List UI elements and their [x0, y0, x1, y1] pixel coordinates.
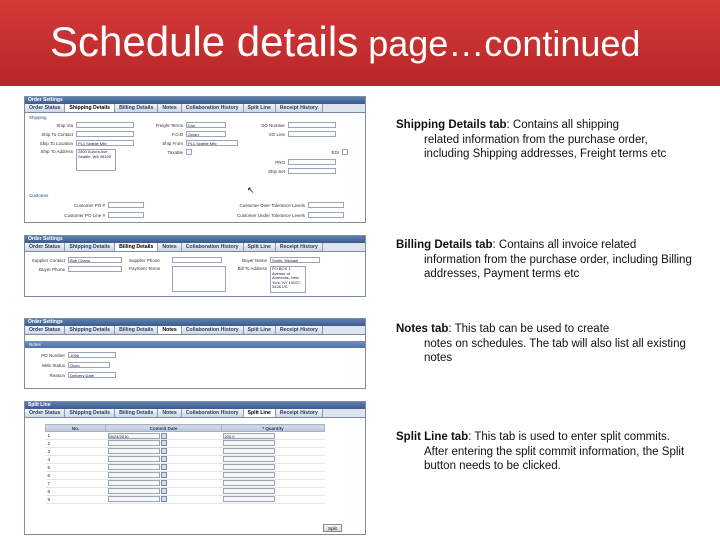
over-tolerance-label: Customer Over Tolerance Levels: [239, 202, 305, 208]
quantity-field[interactable]: [223, 480, 275, 486]
reason-label: Reason: [49, 372, 65, 378]
table-row: [46, 448, 325, 456]
commit-date-field[interactable]: [108, 464, 160, 470]
commit-date-cell: [106, 440, 222, 448]
description-text: : Contains all shipping: [506, 119, 620, 131]
description-text: : Contains all invoice related: [492, 239, 637, 251]
tab-collaboration-history[interactable]: Collaboration History: [182, 104, 244, 112]
notes-strip-label: Notes: [29, 342, 41, 347]
split-line-form: [25, 418, 365, 534]
quantity-cell: [221, 440, 324, 448]
ship-to-address-label: Ship To Address: [40, 149, 73, 154]
tab-receipt-history[interactable]: Receipt History: [276, 104, 323, 112]
ship-set-field[interactable]: [288, 168, 336, 174]
table-row: [46, 472, 325, 480]
table-row: [46, 440, 325, 448]
billing-details-screenshot: [24, 235, 366, 297]
fob-field[interactable]: Origin: [186, 131, 226, 137]
quantity-cell: [221, 472, 324, 480]
commit-date-field[interactable]: 09/24/2010: [108, 433, 160, 439]
title-rest: page…continued: [358, 23, 641, 64]
panel-header: Split Line: [25, 402, 365, 409]
calendar-icon[interactable]: [161, 433, 167, 439]
payment-terms-label: Payment Terms: [129, 266, 161, 271]
shipping-details-screenshot: [24, 96, 366, 223]
tab-bar: [25, 104, 365, 113]
tab-shipping-details[interactable]: Shipping Details: [65, 243, 115, 251]
split-line-screenshot: [24, 401, 366, 535]
col-quantity-header: * Quantity: [221, 425, 324, 432]
tab-billing-details[interactable]: Billing Details: [115, 104, 158, 112]
billing-form: [25, 252, 365, 296]
tab-notes[interactable]: Notes: [158, 409, 181, 417]
row-number: 4: [46, 456, 106, 464]
table-row: [46, 480, 325, 488]
table-row: [46, 496, 325, 504]
under-tolerance-field[interactable]: [308, 212, 344, 218]
description-keyword: Billing Details tab: [396, 239, 493, 251]
tab-split-line[interactable]: Split Line: [244, 409, 276, 417]
ship-to-contact-label: Ship To Contact: [41, 131, 73, 137]
calendar-icon[interactable]: [161, 464, 167, 470]
quantity-field[interactable]: [223, 496, 275, 502]
buyer-phone-field[interactable]: [68, 266, 122, 272]
commit-date-cell: [106, 432, 222, 440]
edi-label: EDI: [331, 149, 339, 155]
description-split-line: [396, 430, 696, 474]
split-rows: [46, 432, 325, 504]
quantity-cell: [221, 432, 324, 440]
tab-split-line[interactable]: Split Line: [244, 243, 276, 251]
row-number: 6: [46, 472, 106, 480]
calendar-icon[interactable]: [161, 488, 167, 494]
row-number: 3: [46, 448, 106, 456]
so-number-label: SO Number: [261, 122, 285, 128]
taxable-label: Taxable: [167, 149, 183, 155]
commit-date-field[interactable]: [108, 488, 160, 494]
so-line-label: SO Line: [268, 131, 285, 137]
row-number: 1: [46, 432, 106, 440]
description-billing: [396, 238, 696, 282]
commit-date-field[interactable]: [108, 448, 160, 454]
supplier-phone-label: Supplier Phone: [129, 257, 160, 263]
ship-set-label: Ship Set: [267, 168, 285, 174]
description-rest: related information from the purchase order, including Shipping addresses, Freight terms etc: [424, 133, 667, 161]
ship-to-location-label: Ship To Location: [39, 140, 73, 146]
reason-select[interactable]: Delivery Date: [68, 372, 116, 378]
col-commit-date-header: Commit Date: [106, 425, 222, 432]
commit-date-field[interactable]: [108, 456, 160, 462]
tab-shipping-details[interactable]: Shipping Details: [65, 326, 115, 334]
tab-order-status[interactable]: Order Status: [25, 243, 65, 251]
description-text: : This tab can be used to create: [448, 323, 610, 335]
tab-collaboration-history[interactable]: Collaboration History: [182, 243, 244, 251]
quantity-field[interactable]: [223, 440, 275, 446]
calendar-icon[interactable]: [161, 496, 167, 502]
tab-split-line[interactable]: Split Line: [244, 104, 276, 112]
web-status-select[interactable]: Open: [68, 362, 110, 368]
panel-header: Order Settings: [25, 97, 365, 104]
tab-notes[interactable]: Notes: [158, 243, 181, 251]
commit-date-cell: [106, 496, 222, 504]
edi-checkbox[interactable]: [342, 149, 348, 155]
quantity-field[interactable]: 200.0: [223, 433, 275, 439]
quantity-cell: [221, 456, 324, 464]
freight-terms-label: Freight Terms: [155, 122, 183, 128]
tab-bar: [25, 409, 365, 418]
tab-billing-details[interactable]: Billing Details: [115, 243, 158, 251]
buyer-phone-label: Buyer Phone: [38, 266, 65, 272]
description-text: : This tab is used to enter split commits.: [468, 431, 670, 443]
section-shipping-label: Shipping: [29, 115, 47, 120]
commit-date-field[interactable]: [108, 496, 160, 502]
calendar-icon[interactable]: [161, 480, 167, 486]
tab-collaboration-history[interactable]: Collaboration History: [182, 326, 244, 334]
commit-date-field[interactable]: [108, 472, 160, 478]
ship-from-field[interactable]: PL1 Seattle Mfg: [186, 140, 238, 146]
quantity-field[interactable]: [223, 472, 275, 478]
description-keyword: Shipping Details tab: [396, 119, 507, 131]
commit-date-cell: [106, 448, 222, 456]
row-number: 5: [46, 464, 106, 472]
quantity-cell: [221, 480, 324, 488]
description-shipping: [396, 118, 696, 162]
description-rest: After entering the split commit information, the Split button needs to be clicked.: [424, 445, 685, 473]
ship-to-location-field[interactable]: PL1 Seattle Mfg: [76, 140, 134, 146]
notes-screenshot: [24, 318, 366, 389]
ship-to-contact-field[interactable]: [76, 131, 134, 137]
description-keyword: Notes tab: [396, 323, 449, 335]
tab-bar: [25, 326, 365, 335]
buyer-name-field[interactable]: Smith, Michael: [270, 257, 320, 263]
tab-shipping-details[interactable]: Shipping Details: [65, 104, 115, 112]
panel-header: Order Settings: [25, 236, 365, 243]
quantity-cell: [221, 464, 324, 472]
commit-date-field[interactable]: [108, 440, 160, 446]
under-tolerance-label: Customer Under Tolerance Levels: [237, 212, 305, 218]
pro-label: PRO: [275, 159, 285, 165]
tab-order-status[interactable]: Order Status: [25, 409, 65, 417]
customer-po-label: Customer PO #: [73, 202, 105, 208]
quantity-field[interactable]: [223, 488, 275, 494]
table-row: [46, 488, 325, 496]
tab-order-status[interactable]: Order Status: [25, 326, 65, 334]
payment-terms-field[interactable]: [172, 266, 226, 292]
so-number-field[interactable]: [288, 122, 336, 128]
tab-bar: [25, 243, 365, 252]
calendar-icon[interactable]: [161, 456, 167, 462]
description-notes: [396, 322, 696, 366]
customer-po-line-field[interactable]: [108, 212, 144, 218]
supplier-phone-field[interactable]: [172, 257, 222, 263]
commit-date-cell: [106, 480, 222, 488]
so-line-field[interactable]: [288, 131, 336, 137]
supplier-contact-label: Supplier Contact: [31, 257, 65, 263]
quantity-cell: [221, 448, 324, 456]
commit-date-cell: [106, 472, 222, 480]
supplier-contact-field[interactable]: Bob Chang: [68, 257, 122, 263]
table-row: [46, 432, 325, 440]
description-rest: information from the purchase order, including Billing addresses, Payment terms etc: [424, 253, 692, 281]
description-rest: notes on schedules. The tab will also list all existing notes: [424, 337, 686, 365]
table-row: [46, 456, 325, 464]
panel-header: Order Settings: [25, 319, 365, 326]
web-status-label: Web Status: [41, 362, 65, 368]
tab-receipt-history[interactable]: Receipt History: [276, 243, 323, 251]
commit-date-cell: [106, 464, 222, 472]
table-row: [46, 464, 325, 472]
quantity-cell: [221, 496, 324, 504]
customer-po-line-label: Customer PO Line #: [64, 212, 105, 218]
quantity-field[interactable]: [223, 464, 275, 470]
calendar-icon[interactable]: [161, 448, 167, 454]
col-no-header: No.: [46, 425, 106, 432]
po-number-label: PO Number: [41, 352, 65, 358]
tab-notes[interactable]: Notes: [158, 104, 181, 112]
taxable-checkbox[interactable]: [186, 149, 192, 155]
quantity-field[interactable]: [223, 448, 275, 454]
split-table: [45, 424, 325, 504]
over-tolerance-field[interactable]: [308, 202, 344, 208]
commit-date-cell: [106, 456, 222, 464]
ship-via-label: Ship Via: [56, 122, 73, 128]
tab-notes[interactable]: Notes: [158, 326, 181, 334]
slide-title: [50, 18, 640, 66]
commit-date-cell: [106, 488, 222, 496]
shipping-form: [25, 113, 365, 222]
bill-to-address-label: Bill To Address: [237, 266, 267, 271]
row-number: 9: [46, 496, 106, 504]
bill-to-address-field[interactable]: PO BOX 1 Avenue of Americas, New York, NY 10027-3428 US: [270, 266, 306, 293]
section-customer-label: Customer: [29, 193, 49, 198]
title-main: Schedule details: [50, 18, 359, 65]
calendar-icon[interactable]: [161, 440, 167, 446]
commit-date-field[interactable]: [108, 480, 160, 486]
tab-order-status[interactable]: Order Status: [25, 104, 65, 112]
calendar-icon[interactable]: [161, 472, 167, 478]
tab-receipt-history[interactable]: Receipt History: [276, 409, 323, 417]
freight-terms-field[interactable]: Due: [186, 122, 226, 128]
tab-billing-details[interactable]: Billing Details: [115, 409, 158, 417]
row-number: 7: [46, 480, 106, 488]
pro-field[interactable]: [288, 159, 336, 165]
customer-po-field[interactable]: [108, 202, 144, 208]
description-keyword: Split Line tab: [396, 431, 469, 443]
ship-via-field[interactable]: [76, 122, 134, 128]
row-number: 2: [46, 440, 106, 448]
notes-form: [25, 335, 365, 388]
po-number-field[interactable]: 1056: [68, 352, 116, 358]
buyer-name-label: Buyer Name: [241, 257, 267, 263]
quantity-field[interactable]: [223, 456, 275, 462]
row-number: 8: [46, 488, 106, 496]
fob-label: F.O.B: [171, 131, 183, 137]
mouse-cursor-icon: ↖: [247, 185, 255, 195]
quantity-cell: [221, 488, 324, 496]
tab-billing-details[interactable]: Billing Details: [115, 326, 158, 334]
ship-to-address-field[interactable]: 2800 Aurora Ave, Seattle, WA 98109: [76, 149, 116, 171]
notes-strip: [25, 341, 365, 348]
tab-split-line[interactable]: Split Line: [244, 326, 276, 334]
tab-shipping-details[interactable]: Shipping Details: [65, 409, 115, 417]
tab-collaboration-history[interactable]: Collaboration History: [182, 409, 244, 417]
title-bar: [0, 0, 720, 86]
tab-receipt-history[interactable]: Receipt History: [276, 326, 323, 334]
split-button[interactable]: Split: [323, 524, 342, 532]
ship-from-label: Ship From: [162, 140, 183, 146]
